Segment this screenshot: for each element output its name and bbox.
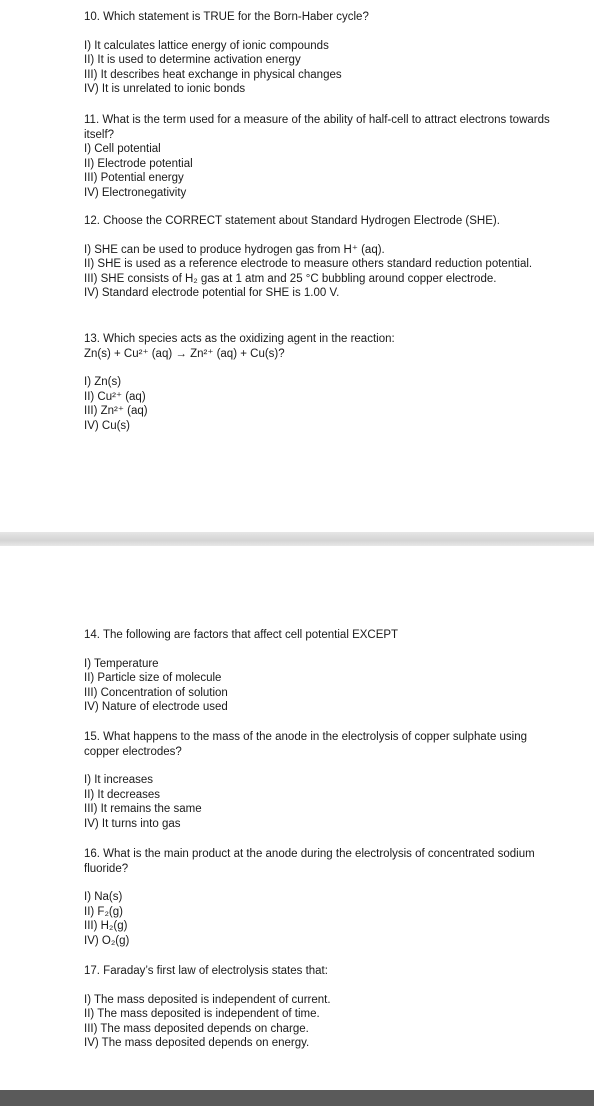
page-2 xyxy=(0,546,594,1090)
option: I) It calculates lattice energy of ionic compounds xyxy=(84,39,329,52)
option: IV) It turns into gas xyxy=(84,817,181,830)
option-list xyxy=(84,39,564,97)
option: IV) Nature of electrode used xyxy=(84,701,228,714)
question-prompt: 15. What happens to the mass of the anode in the electrolysis of copper sulphate using copper electrodes? xyxy=(84,731,528,758)
option: I) Zn(s) xyxy=(84,376,122,389)
question-prompt: 17. Faraday’s first law of electrolysis states that: xyxy=(84,965,328,977)
option: I) The mass deposited is independent of current. xyxy=(84,993,331,1006)
option: I) Temperature xyxy=(84,657,159,670)
question-prompt: 11. What is the term used for a measure of the ability of half-cell to attract electrons towards itself? xyxy=(84,114,550,141)
option-list xyxy=(84,142,564,200)
question-prompt: 13. Which species acts as the oxidizing agent in the reaction: xyxy=(84,333,395,345)
option: II) It decreases xyxy=(84,788,161,801)
question-13 xyxy=(84,332,564,434)
question-prompt: 14. The following are factors that affect cell potential EXCEPT xyxy=(84,629,399,641)
option-list xyxy=(84,890,564,948)
option: I) SHE can be used to produce hydrogen gas from H⁺ (aq). xyxy=(84,243,385,256)
question-11 xyxy=(84,113,564,201)
option: IV) The mass deposited depends on energy. xyxy=(84,1037,310,1050)
question-10 xyxy=(84,10,564,97)
option: II) F₂(g) xyxy=(84,905,123,918)
option: II) Cu²⁺ (aq) xyxy=(84,390,146,403)
question-12 xyxy=(84,214,564,301)
option: II) Electrode potential xyxy=(84,157,193,170)
option: III) It describes heat exchange in physical changes xyxy=(84,68,342,81)
option: II) It is used to determine activation energy xyxy=(84,54,301,67)
question-17 xyxy=(84,964,564,1051)
option: III) H₂(g) xyxy=(84,920,128,933)
option: III) The mass deposited depends on charge. xyxy=(84,1022,309,1035)
option: III) Zn²⁺ (aq) xyxy=(84,405,148,418)
question-prompt: 12. Choose the CORRECT statement about Standard Hydrogen Electrode (SHE). xyxy=(84,215,500,227)
option: IV) O₂(g) xyxy=(84,934,130,947)
option: IV) It is unrelated to ionic bonds xyxy=(84,83,246,96)
option: II) Particle size of molecule xyxy=(84,672,222,685)
question-prompt: 10. Which statement is TRUE for the Born-Haber cycle? xyxy=(84,11,369,23)
option-list xyxy=(84,657,564,715)
option: III) It remains the same xyxy=(84,803,202,816)
option-list xyxy=(84,375,564,433)
option: I) Cell potential xyxy=(84,143,161,156)
option: IV) Cu(s) xyxy=(84,419,130,432)
option: IV) Standard electrode potential for SHE is 1.00 V. xyxy=(84,287,340,300)
reaction-equation: Zn(s) + Cu²⁺ (aq) → Zn²⁺ (aq) + Cu(s)? xyxy=(84,347,285,360)
question-16 xyxy=(84,847,564,949)
page-1 xyxy=(0,0,594,532)
option: IV) Electronegativity xyxy=(84,186,187,199)
option: I) It increases xyxy=(84,774,154,787)
bottom-bar xyxy=(0,1090,594,1106)
question-prompt: 16. What is the main product at the anode during the electrolysis of concentrated sodium fluoride? xyxy=(84,848,535,875)
option: II) SHE is used as a reference electrode to measure others standard reduction potential. xyxy=(84,258,533,271)
option: I) Na(s) xyxy=(84,891,123,904)
option: III) SHE consists of H₂ gas at 1 atm and 25 °C bubbling around copper electrode. xyxy=(84,272,497,285)
option: III) Concentration of solution xyxy=(84,686,228,699)
page-separator xyxy=(0,532,594,546)
question-14 xyxy=(84,628,564,715)
option-list xyxy=(84,993,564,1051)
question-15 xyxy=(84,730,564,832)
option: II) The mass deposited is independent of time. xyxy=(84,1008,320,1021)
option-list xyxy=(84,773,564,831)
option: III) Potential energy xyxy=(84,172,184,185)
option-list xyxy=(84,243,564,301)
